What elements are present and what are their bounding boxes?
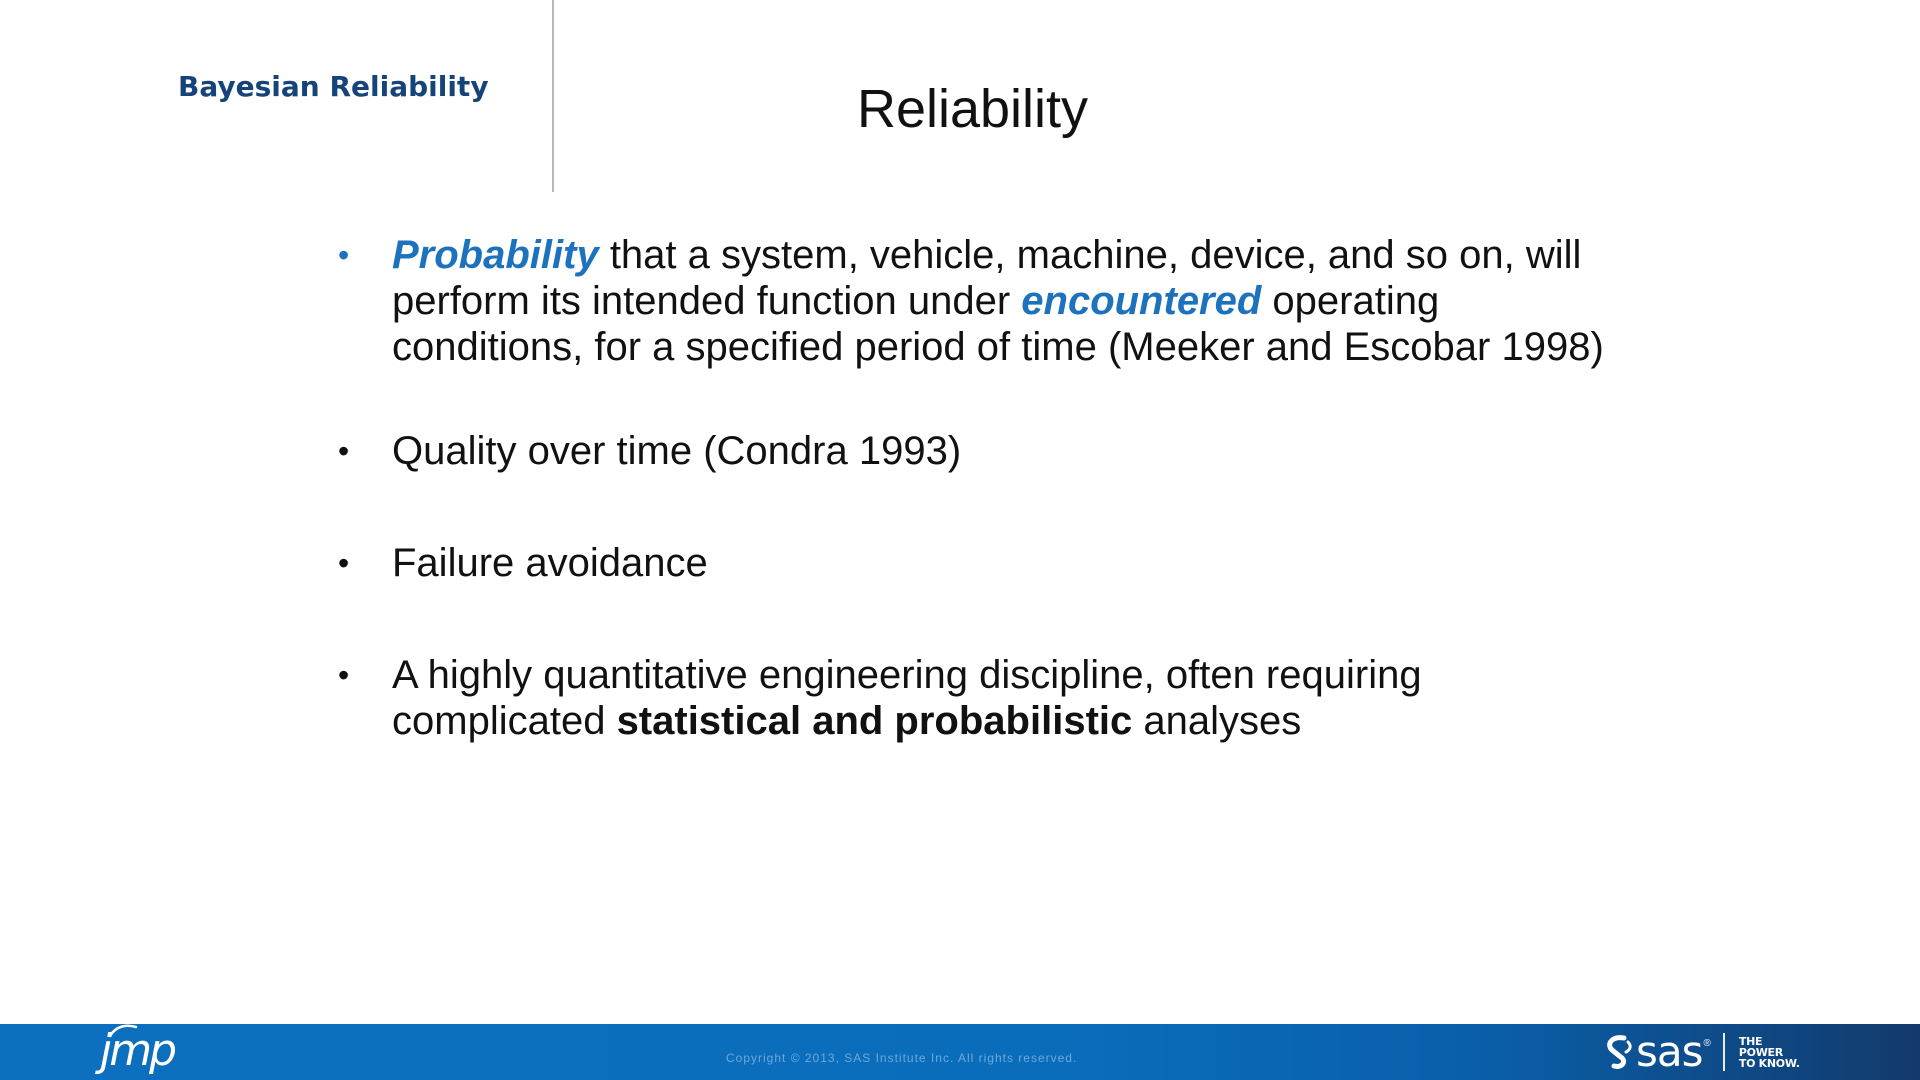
- emphasis-statistical: statistical and probabilistic: [616, 699, 1133, 743]
- bullet-marker: •: [338, 237, 350, 273]
- emphasis-encountered: encountered: [1021, 279, 1262, 323]
- bullet-list: [338, 232, 1628, 744]
- copyright-text: Copyright © 2013, SAS Institute Inc. All rights reserved.: [726, 1051, 1078, 1065]
- bullet-text: A highly quantitative engineering discipline, often requiring complicated: [392, 653, 1422, 743]
- tagline-line: TO KNOW.: [1738, 1056, 1800, 1070]
- sas-logo: [1598, 1028, 1800, 1076]
- bullet-marker: •: [338, 433, 350, 469]
- bullet-text: that a system, vehicle, machine, device, and so on, will perform its intended function under: [392, 233, 1582, 323]
- sas-swirl-icon: [1598, 1032, 1638, 1072]
- brand-title: Bayesian Reliability: [178, 70, 489, 103]
- header-divider: [552, 0, 554, 192]
- emphasis-probability: Probability: [392, 233, 599, 277]
- slide-title: Reliability: [856, 79, 1089, 139]
- slide-title-container: [760, 78, 1185, 140]
- tagline-line: THE: [1738, 1034, 1763, 1048]
- jmp-swoosh-icon: [108, 1024, 138, 1038]
- bullet-text: analyses: [1132, 699, 1302, 743]
- bullet-item-definition: [338, 232, 1628, 370]
- bullet-text: Quality over time (Condra 1993): [392, 429, 962, 473]
- jmp-logo: [100, 1026, 174, 1076]
- tagline-line: POWER: [1738, 1045, 1783, 1059]
- sas-logo-text: sas: [1636, 1027, 1703, 1076]
- sas-tagline: [1739, 1036, 1800, 1069]
- bullet-text: Failure avoidance: [392, 541, 708, 585]
- bullet-marker: •: [338, 545, 350, 581]
- bullet-marker: •: [338, 657, 350, 693]
- bullet-text: operating conditions, for a specified period of time (Meeker and Escobar 1998): [392, 279, 1604, 369]
- logo-divider: [1723, 1033, 1725, 1071]
- bullet-item-quality: [338, 428, 1628, 474]
- bullet-item-failure: [338, 540, 1628, 586]
- bullet-item-discipline: [338, 652, 1628, 744]
- sas-registered-mark: ®: [1703, 1038, 1711, 1049]
- jmp-logo-text: jmp: [100, 1025, 175, 1076]
